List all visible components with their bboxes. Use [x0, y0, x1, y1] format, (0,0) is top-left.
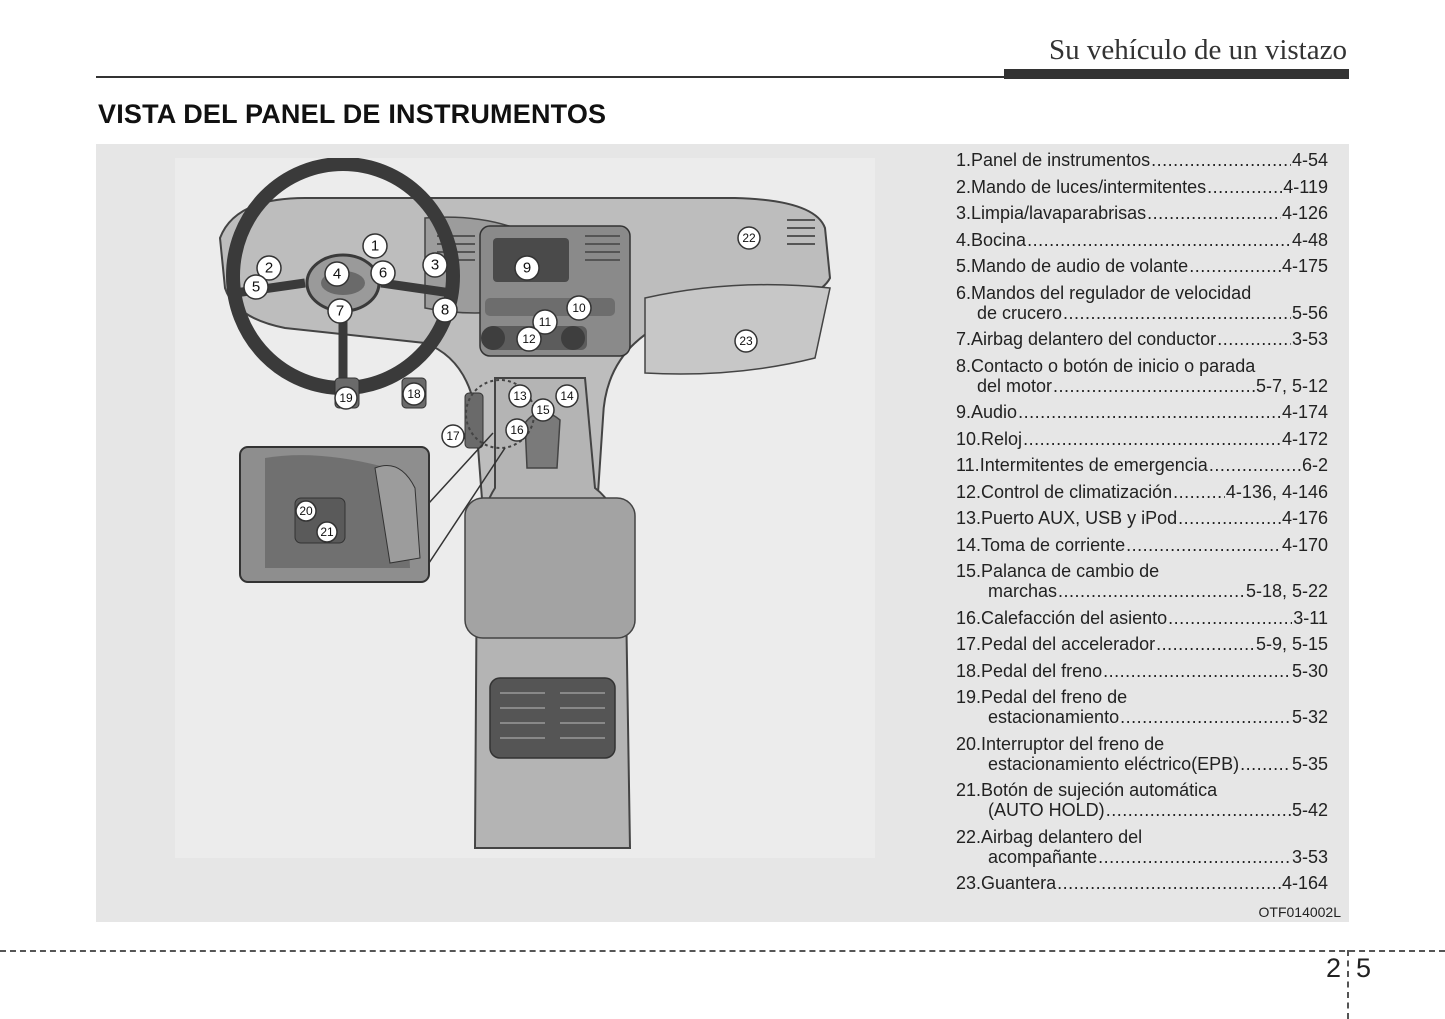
callout-4: [325, 262, 349, 286]
legend-item: [956, 356, 1328, 396]
legend-item-label: Botón de sujeción automática: [981, 780, 1218, 800]
legend-item-label: Pedal del accelerador: [981, 634, 1156, 654]
legend-item-label: Audio: [971, 402, 1018, 422]
legend-item: [956, 429, 1328, 449]
legend-item-page: 5-30: [1291, 660, 1328, 681]
legend-item-label-cont: acompañante: [988, 846, 1098, 867]
callout-21: [317, 522, 337, 542]
leader-dots: [1147, 203, 1281, 223]
legend-item-label: Interruptor del freno de: [981, 733, 1165, 754]
legend-item-label: Limpia/lavaparabrisas: [971, 203, 1147, 223]
legend-item-number: 15.: [956, 561, 982, 581]
legend-item-label: Mandos del regulador de velocidad: [971, 282, 1252, 303]
legend-item: [956, 482, 1328, 502]
legend-item-page: 3-53: [1291, 329, 1328, 349]
legend-item-page: 4-126: [1281, 203, 1328, 223]
callout-13: [509, 385, 531, 407]
dashboard-illustration: [175, 158, 875, 858]
legend-item-number: 12.: [956, 481, 982, 502]
callout-label: 19: [339, 391, 353, 405]
legend-item-number: 23.: [956, 873, 982, 893]
legend-item: [956, 608, 1328, 628]
legend-item-page: 4-172: [1281, 428, 1328, 449]
leader-dots: [1023, 429, 1281, 449]
legend-item-label: Airbag delantero del: [981, 826, 1143, 847]
legend-item-page: 4-48: [1291, 229, 1328, 250]
legend-item: [956, 177, 1328, 197]
legend-item-number: 16.: [956, 607, 982, 628]
leader-dots: [1053, 376, 1255, 396]
legend-item-page: 4-136, 4-146: [1225, 481, 1328, 502]
legend-item-page: 4-174: [1281, 402, 1328, 422]
leader-dots: [1217, 329, 1291, 349]
legend-item-label-cont: (AUTO HOLD): [988, 800, 1105, 820]
page-number: 5: [1356, 953, 1372, 983]
legend-item-label: Toma de corriente: [981, 534, 1126, 555]
callout-5: [244, 275, 268, 299]
leader-dots: [1189, 256, 1281, 276]
callout-label: 5: [251, 278, 261, 296]
callout-label: 13: [513, 389, 527, 403]
callout-label: 16: [510, 423, 524, 437]
legend-item: [956, 203, 1328, 223]
leader-dots: [1120, 707, 1291, 727]
leader-dots: [1103, 661, 1291, 681]
legend-item-label: Contacto o botón de inicio o parada: [971, 355, 1256, 376]
legend-item-label: Mando de luces/intermitentes: [971, 176, 1207, 197]
legend-item-label: Intermitentes de emergencia: [979, 455, 1208, 475]
legend-item-page: 5-9, 5-15: [1255, 634, 1328, 654]
legend-item-page: 5-18, 5-22: [1245, 581, 1328, 601]
legend-item-number: 8.: [956, 355, 972, 376]
legend-item-number: 22.: [956, 826, 982, 847]
callout-label: 20: [299, 504, 313, 518]
leader-dots: [1156, 634, 1255, 654]
callout-18: [403, 383, 425, 405]
leader-dots: [1126, 535, 1281, 555]
chapter-number: 2: [1326, 953, 1342, 983]
legend-item-page: 4-175: [1281, 256, 1328, 276]
legend-item-label: Reloj: [981, 428, 1023, 449]
callout-label: 21: [320, 525, 334, 539]
dashboard-drawing: [175, 158, 875, 858]
leader-dots: [1027, 230, 1291, 250]
callout-7: [328, 299, 352, 323]
leader-dots: [1168, 608, 1292, 628]
callout-8: [433, 298, 457, 322]
legend-item-page: 4-119: [1283, 176, 1328, 197]
legend-item: [956, 535, 1328, 555]
callout-label: 23: [739, 334, 753, 348]
section-title: Su vehículo de un vistazo: [1048, 34, 1347, 66]
leader-dots: [1173, 482, 1225, 502]
callout-label: 3: [430, 256, 440, 274]
leader-dots: [1106, 800, 1291, 820]
callout-9: [515, 256, 539, 280]
callout-1: [363, 234, 387, 258]
leader-dots: [1240, 754, 1291, 774]
legend-item: [956, 873, 1328, 893]
legend-item-number: 14.: [956, 534, 982, 555]
legend-item-label-cont: estacionamiento eléctrico(EPB): [988, 753, 1240, 774]
callout-6: [371, 261, 395, 285]
legend-item: [956, 661, 1328, 681]
legend-list: [956, 150, 1328, 900]
legend-item: [956, 687, 1328, 727]
callout-16: [506, 419, 528, 441]
legend-item-page: 6-2: [1301, 455, 1328, 475]
rear-vents: [490, 678, 615, 758]
legend-item-page: 5-42: [1291, 800, 1328, 820]
legend-item-number: 2.: [956, 176, 972, 197]
callout-label: 12: [522, 332, 536, 346]
legend-item-page: 4-164: [1281, 873, 1328, 893]
leader-dots: [1209, 455, 1301, 475]
legend-item: [956, 827, 1328, 867]
legend-item: [956, 256, 1328, 276]
callout-label: 14: [560, 389, 574, 403]
legend-item-number: 19.: [956, 687, 982, 707]
legend-item-number: 1.: [956, 150, 972, 170]
legend-item-label: Guantera: [981, 873, 1057, 893]
legend-item-number: 21.: [956, 780, 982, 800]
legend-item: [956, 508, 1328, 528]
callout-22: [738, 227, 760, 249]
legend-item-label-cont: estacionamiento: [988, 707, 1120, 727]
legend-item-label: Palanca de cambio de: [981, 561, 1160, 581]
callout-23: [735, 330, 757, 352]
callout-3: [423, 253, 447, 277]
callout-label: 11: [538, 315, 552, 329]
legend-item-label: Airbag delantero del conductor: [971, 329, 1217, 349]
callout-17: [442, 425, 464, 447]
leader-dots: [1063, 303, 1291, 323]
leader-dots: [1058, 581, 1245, 601]
legend-item-label: Pedal del freno: [981, 660, 1103, 681]
legend-item-label: Calefacción del asiento: [981, 607, 1168, 628]
legend-item-page: 4-170: [1281, 534, 1328, 555]
legend-item-label: Panel de instrumentos: [971, 150, 1151, 170]
legend-item-label-cont: del motor: [977, 375, 1053, 396]
callout-12: [517, 327, 541, 351]
legend-item-page: 5-32: [1291, 707, 1328, 727]
callout-label: 1: [370, 237, 380, 255]
legend-item: [956, 150, 1328, 170]
legend-item-page: 4-54: [1291, 150, 1328, 170]
legend-item-label: Mando de audio de volante: [971, 256, 1189, 276]
legend-item-label-cont: marchas: [988, 581, 1058, 601]
leader-dots: [1151, 150, 1291, 170]
callout-15: [532, 399, 554, 421]
callout-label: 10: [572, 301, 586, 315]
legend-item-page: 5-35: [1291, 753, 1328, 774]
legend-item-number: 17.: [956, 634, 982, 654]
leader-dots: [1098, 847, 1291, 867]
callout-label: 2: [264, 259, 274, 277]
legend-item-label-cont: de crucero: [977, 302, 1063, 323]
callout-20: [296, 501, 316, 521]
callout-label: 9: [522, 259, 532, 277]
leader-dots: [1207, 177, 1282, 197]
legend-item: [956, 329, 1328, 349]
legend-item-number: 7.: [956, 329, 972, 349]
legend-item-number: 13.: [956, 508, 982, 528]
legend-item: [956, 402, 1328, 422]
legend-item-label: Bocina: [971, 229, 1027, 250]
callout-label: 15: [536, 403, 550, 417]
callout-label: 6: [378, 264, 388, 282]
figure-code: OTF014002L: [1258, 904, 1341, 920]
legend-item-number: 3.: [956, 203, 972, 223]
legend-item: [956, 780, 1328, 820]
callout-label: 7: [335, 302, 345, 320]
page-number-separator: [1347, 950, 1349, 1019]
legend-item-number: 20.: [956, 733, 982, 754]
legend-item-label: Puerto AUX, USB y iPod: [981, 508, 1178, 528]
callout-label: 18: [407, 387, 421, 401]
legend-item: [956, 561, 1328, 601]
footer-divider: [0, 950, 1445, 952]
legend-item-page: 5-7, 5-12: [1255, 375, 1328, 396]
legend-item-number: 9.: [956, 402, 972, 422]
leader-dots: [1018, 402, 1281, 422]
callout-label: 4: [332, 265, 342, 283]
legend-item-number: 6.: [956, 282, 972, 303]
leader-dots: [1178, 508, 1281, 528]
page-heading: VISTA DEL PANEL DE INSTRUMENTOS: [98, 99, 607, 129]
legend-item-label: Pedal del freno de: [981, 687, 1128, 707]
callout-label: 22: [742, 231, 756, 245]
legend-item-number: 18.: [956, 660, 982, 681]
callout-label: 8: [440, 301, 450, 319]
legend-item: [956, 455, 1328, 475]
callout-14: [556, 385, 578, 407]
legend-item-number: 10.: [956, 428, 982, 449]
legend-item-page: 3-53: [1291, 846, 1328, 867]
legend-item-number: 11.: [956, 455, 980, 475]
legend-item-page: 4-176: [1281, 508, 1328, 528]
callout-19: [335, 387, 357, 409]
legend-item-number: 5.: [956, 256, 972, 276]
legend-item: [956, 634, 1328, 654]
legend-item-page: 3-11: [1293, 607, 1328, 628]
legend-item: [956, 283, 1328, 323]
callout-label: 17: [446, 429, 460, 443]
legend-item: [956, 230, 1328, 250]
legend-item-label: Control de climatización: [981, 481, 1173, 502]
legend-item-number: 4.: [956, 229, 972, 250]
callout-10: [567, 296, 591, 320]
legend-item-page: 5-56: [1291, 302, 1328, 323]
header-rule-accent: [1004, 69, 1349, 79]
legend-item: [956, 734, 1328, 774]
leader-dots: [1057, 873, 1281, 893]
